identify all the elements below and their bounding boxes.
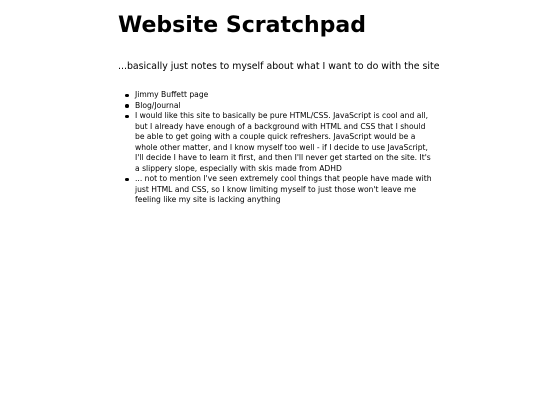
list-item: I would like this site to basically be pure HTML/CSS. JavaScript is cool and all, but I already have enough of a background with HTML and CSS that I should be able to get going with a couple quick refreshers. JavaScript would be a whole other matter, and I know myself too well - if I decide to use JavaScript, I'll decide I have to learn it first, and then I'll never get started on the site. It's a slippery slope, especially with skis made from ADHD <box>135 111 435 174</box>
list-item: Blog/Journal <box>135 101 435 112</box>
list-item: Jimmy Buffett page <box>135 90 435 101</box>
list-item: ... not to mention I've seen extremely cool things that people have made with just HTML and CSS, so I know limiting myself to just those won't leave me feeling like my site is lacking anything <box>135 174 435 206</box>
page-subtitle: ...basically just notes to myself about what I want to do with the site <box>118 61 440 72</box>
notes-list <box>135 90 435 206</box>
page-title: Website Scratchpad <box>118 13 367 38</box>
